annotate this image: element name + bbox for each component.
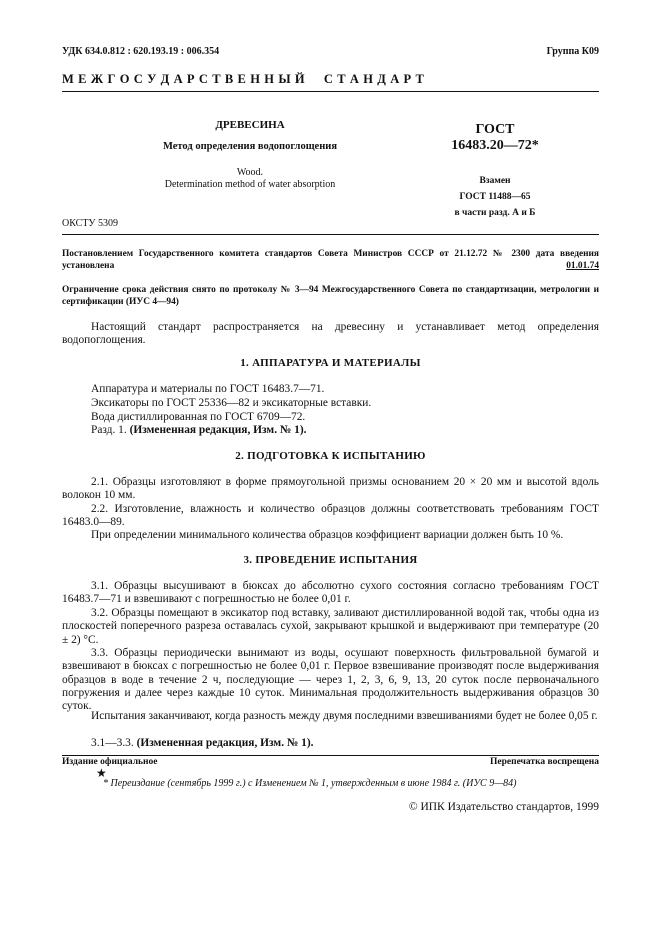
- doc-subtitle-en: Determination method of water absorption: [164, 179, 336, 190]
- section-1-line-4-prefix: Разд. 1.: [91, 424, 127, 436]
- copyright: © ИПК Издательство стандартов, 1999: [408, 801, 599, 813]
- section-3-para-4: Испытания заканчивают, когда разность между двумя последними взвешиваниями будет не более 0,05 г.: [91, 710, 598, 722]
- replace-gost: ГОСТ 11488—65: [459, 192, 531, 202]
- standard-type-title: М Е Ж Г О С У Д А Р С Т В Е Н Н Ы Й С Т А Н Д А Р Т: [62, 72, 425, 86]
- title-divider: [62, 234, 599, 235]
- limitation-text: Ограничение срока действия снято по протоколу № 3—94 Межгосударственного Совета по стандартизации, метрологии и сертификации (ИУС 4—94): [62, 285, 599, 307]
- doc-subtitle-ru: Метод определения водопоглощения: [162, 141, 337, 152]
- section-1-line-2: Эксикаторы по ГОСТ 25336—82 и эксикаторные вставки.: [91, 397, 372, 409]
- section-3-amendment-line: [91, 737, 314, 750]
- section-3-para-1: 3.1. Образцы высушивают в бюксах до абсолютно сухого состояния согласно требованиям ГОСТ 16483.7—71 и взвешивают с погрешностью не более 0,01 г.: [62, 580, 599, 606]
- section-3-title: 3. ПРОВЕДЕНИЕ ИСПЫТАНИЯ: [243, 554, 418, 566]
- group-code: Группа К09: [546, 46, 599, 57]
- udk-code: УДК 634.0.812 : 620.193.19 : 006.354: [62, 46, 220, 57]
- reissue-note: * Переиздание (сентябрь 1999 г.) с Изменением № 1, утвержденным в июне 1984 г. (ИУС 9—84): [103, 778, 517, 789]
- section-3-para-3: 3.3. Образцы периодически вынимают из воды, осушают поверхность фильтровальной бумагой и взвешивают в бюксах с погрешностью не более 0,01 г. Первое взвешивание производят после выдерживания образцов в воде в течение 2 ч, последующие — через 1, 2, 3, 6, 9, 13, 20 суток после первоначального погружения и далее через каждые 10 суток. Минимальная продолжительность выдерживания образцов 30 суток.: [62, 647, 599, 713]
- section-3-amendment-prefix: 3.1—3.3.: [91, 737, 134, 749]
- intro-paragraph: Настоящий стандарт распространяется на древесину и устанавливает метод определения водопоглощения.: [62, 321, 599, 347]
- header-divider: [62, 91, 599, 92]
- star-icon: ★: [96, 766, 107, 780]
- section-2-para-2: 2.2. Изготовление, влажность и количество образцов должны соответствовать требованиям ГОСТ 16483.0—89.: [62, 503, 599, 529]
- section-1-line-3: Вода дистиллированная по ГОСТ 6709—72.: [91, 411, 306, 423]
- replace-label: Взамен: [479, 176, 511, 186]
- section-2-para-1: 2.1. Образцы изготовляют в форме прямоугольной призмы основанием 20 × 20 мм и высотой вдоль волокон 10 мм.: [62, 476, 599, 502]
- decree-date: 01.01.74: [562, 260, 599, 272]
- replace-part: в части разд. А и Б: [454, 208, 536, 218]
- section-1-line-1: Аппаратура и материалы по ГОСТ 16483.7—71.: [91, 383, 325, 395]
- gost-label: ГОСТ: [475, 122, 515, 137]
- section-1-amendment: (Измененная редакция, Изм. № 1).: [129, 424, 307, 436]
- doc-title-ru: ДРЕВЕСИНА: [215, 119, 285, 131]
- section-3-amendment: (Измененная редакция, Изм. № 1).: [136, 737, 314, 749]
- gost-number: 16483.20—72*: [451, 138, 539, 153]
- section-1-title: 1. АППАРАТУРА И МАТЕРИАЛЫ: [240, 357, 421, 369]
- doc-title-en: Wood.: [236, 167, 264, 178]
- official-edition: Издание официальное: [62, 757, 158, 767]
- section-1-line-4: [91, 424, 307, 437]
- reprint-prohibited: Перепечатка воспрещена: [489, 757, 599, 767]
- section-2-title: 2. ПОДГОТОВКА К ИСПЫТАНИЮ: [235, 450, 426, 462]
- footer-divider: [62, 755, 599, 756]
- section-2-para-3: При определении минимального количества образцов коэффициент вариации должен быть 10 %.: [91, 529, 564, 541]
- decree-text: Постановлением Государственного комитета стандартов Совета Министров СССР от 21.12.72 № 2300 дата введения установлена: [62, 249, 599, 271]
- okstu-code: ОКСТУ 5309: [62, 218, 119, 229]
- section-3-para-2: 3.2. Образцы помещают в эксикатор под вставку, заливают дистиллированной водой так, чтобы одна из плоскостей поперечного разреза оставалась сухой, закрывают крышкой и выдерживают при температуре (20 ± 2) °С.: [62, 607, 599, 646]
